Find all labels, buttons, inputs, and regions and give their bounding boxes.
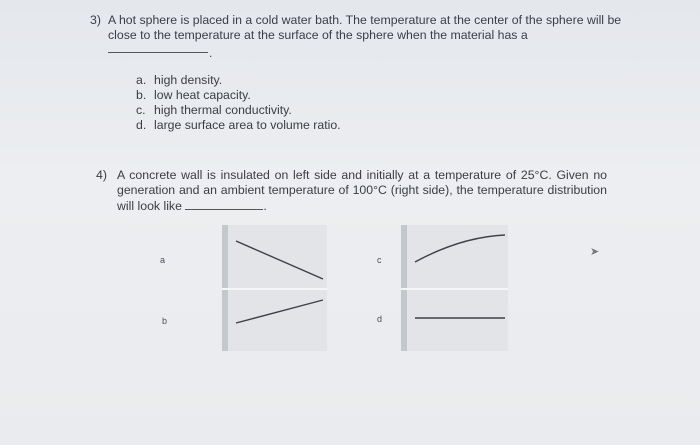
option-letter: b. <box>136 88 147 102</box>
option-b <box>136 88 341 103</box>
option-text: large surface area to volume ratio. <box>154 118 341 132</box>
option-letter: a. <box>136 73 147 87</box>
option-text: high density. <box>154 73 223 87</box>
option-letter: d. <box>136 118 147 132</box>
option-text: high thermal conductivity. <box>154 103 292 117</box>
figure-panel-ab <box>222 225 327 351</box>
figure-panel-cd <box>401 225 508 351</box>
figure-label-c: c <box>377 255 382 265</box>
question-3-answer-blank <box>108 52 208 53</box>
option-text: low heat capacity. <box>154 88 251 102</box>
question-4-answer-blank <box>185 198 263 210</box>
question-4-body: A concrete wall is insulated on left side and initially at a temperature of 25°C. Given no generation and an ambient temperature of 100°C (right side), the temperature distribution will look like <box>117 168 607 213</box>
option-d <box>136 118 341 133</box>
question-3-options <box>136 73 341 133</box>
figure-label-a: a <box>160 255 166 265</box>
temperature-profile-a <box>222 225 327 351</box>
question-4-blank-period: . <box>263 199 267 213</box>
figure-label-b: b <box>162 316 168 326</box>
mouse-pointer-icon: ➤ <box>590 246 600 258</box>
question-4-text <box>117 168 607 214</box>
question-4-number: 4) <box>96 168 107 182</box>
question-3-blank-period: . <box>209 46 213 60</box>
temperature-profile-c <box>401 225 508 351</box>
figure-label-d: d <box>377 314 383 324</box>
option-a <box>136 73 341 88</box>
question-3-number: 3) <box>90 13 101 27</box>
option-letter: c. <box>136 103 146 117</box>
question-3-text: A hot sphere is placed in a cold water bath. The temperature at the center of the sphere will be close to the temperature at the surface of the sphere when the material has a <box>108 13 622 42</box>
option-c <box>136 103 341 118</box>
